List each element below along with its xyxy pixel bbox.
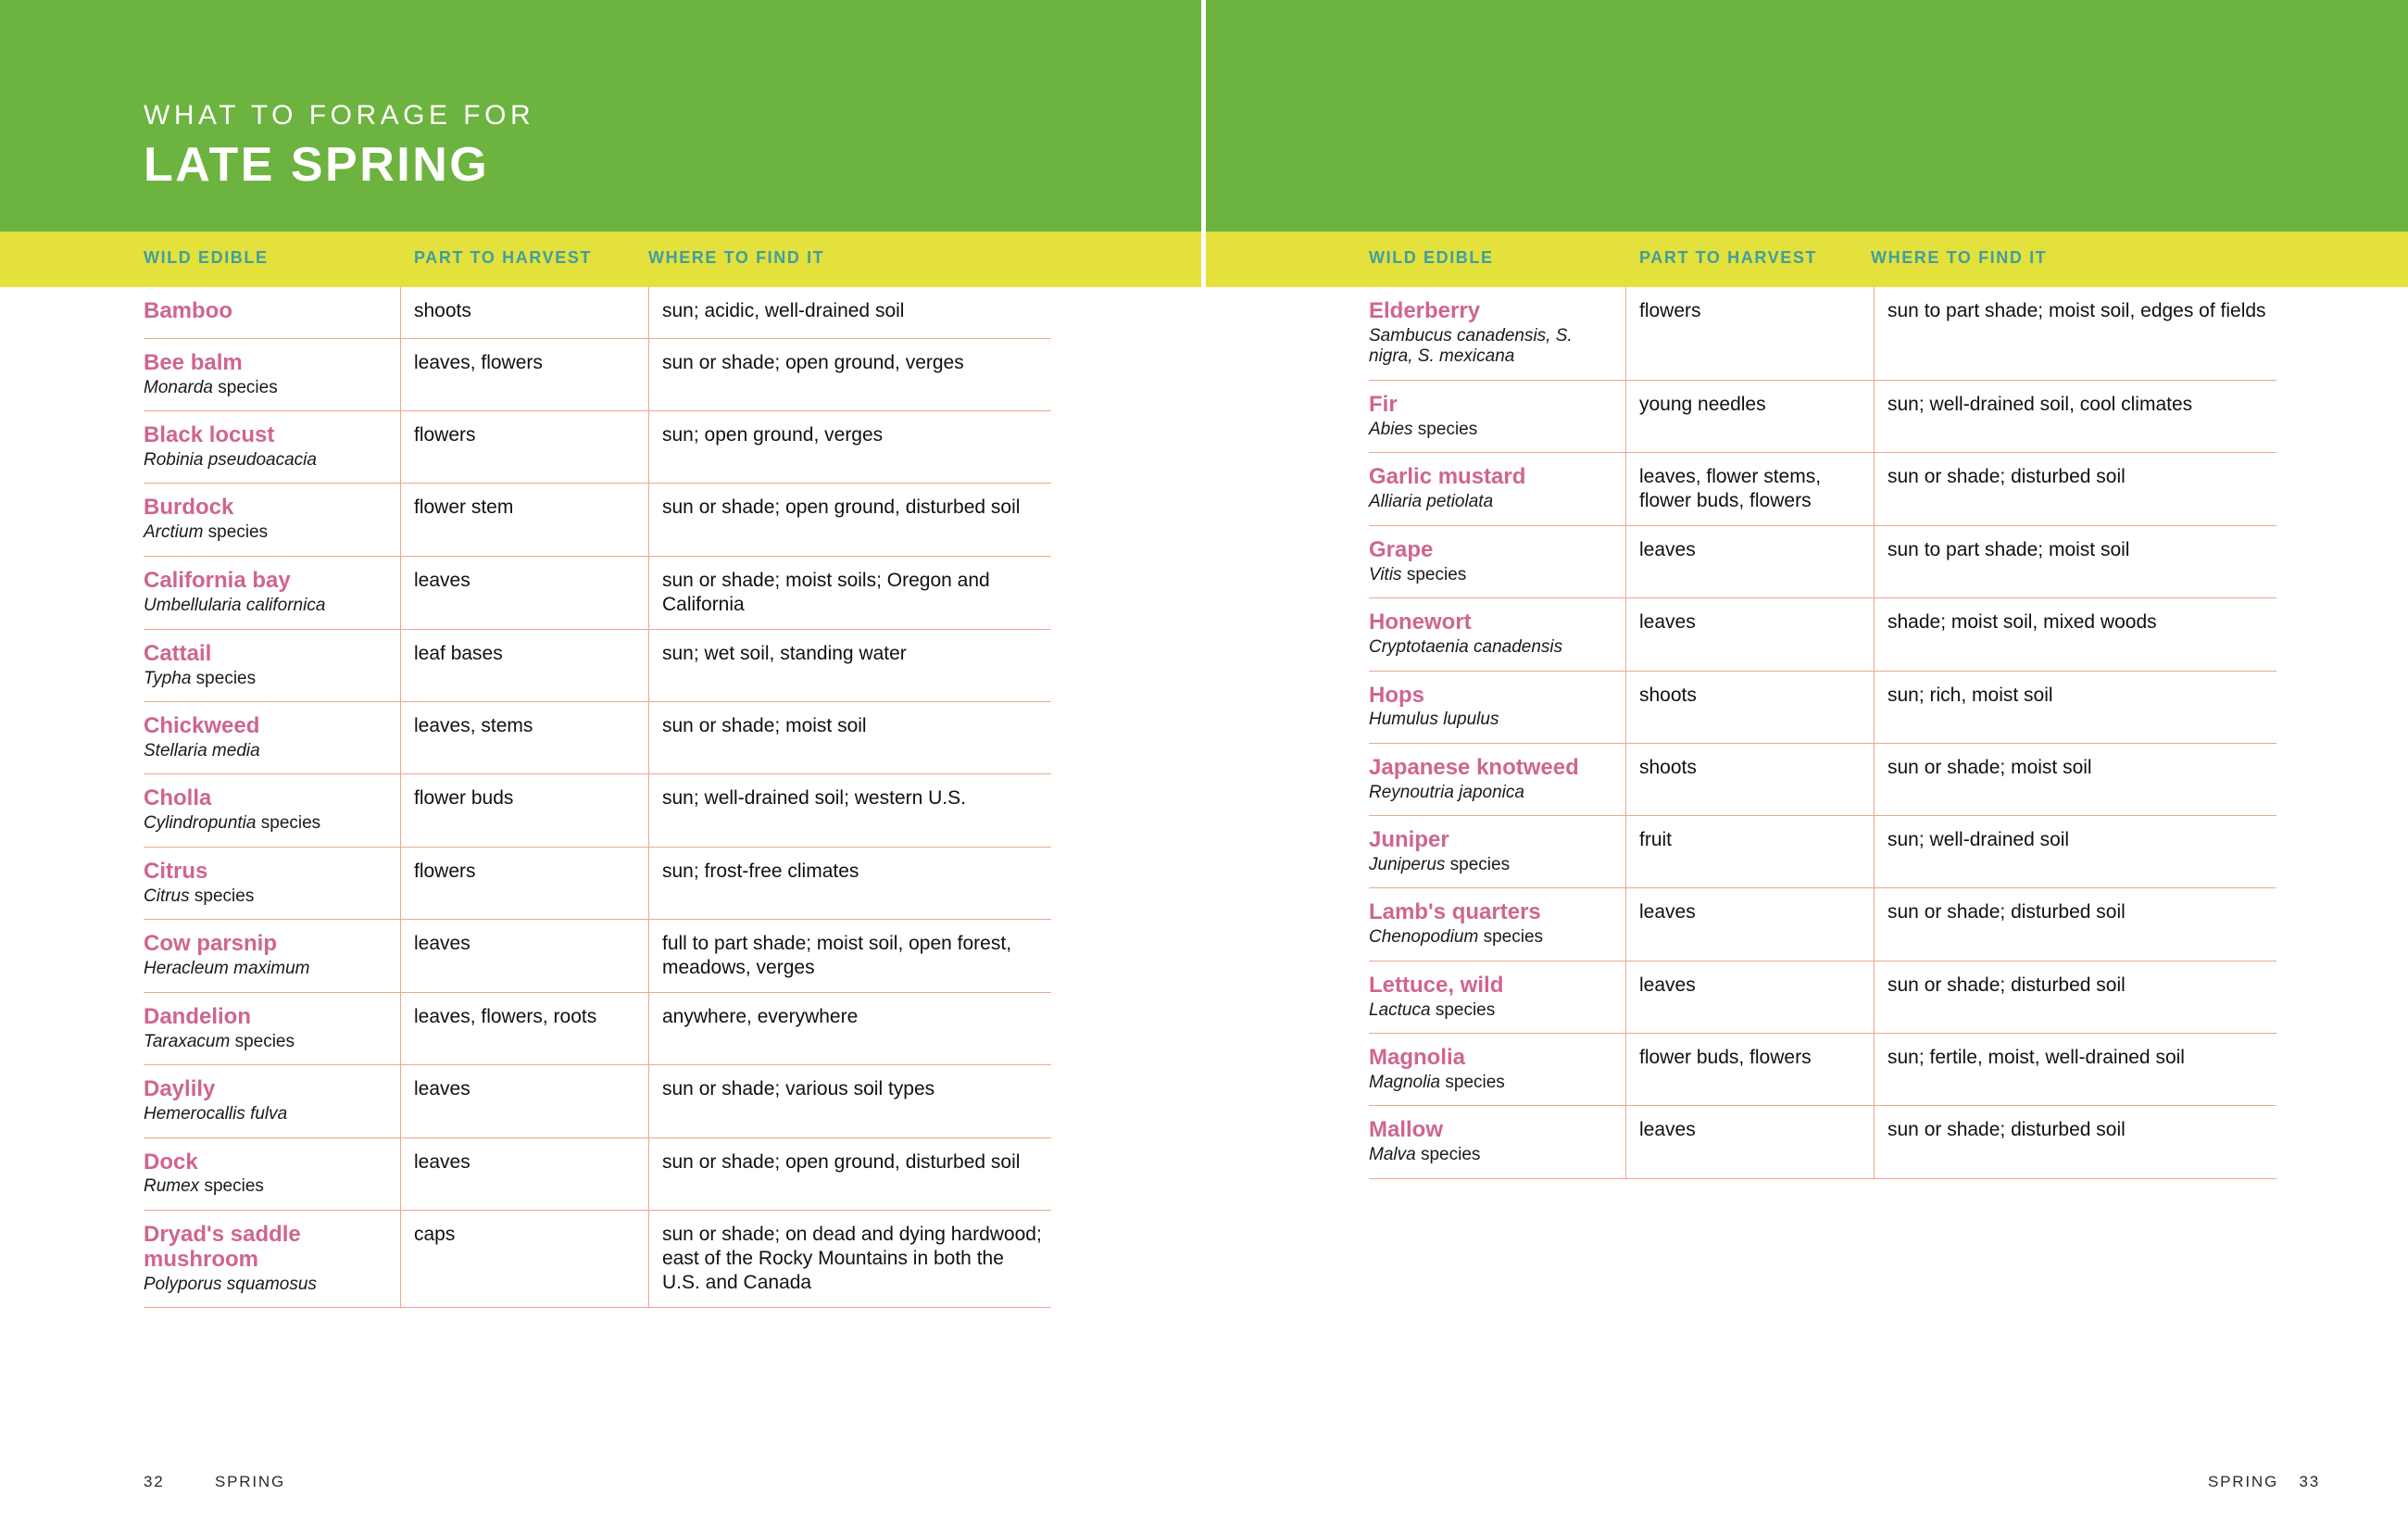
cell-wild-edible <box>1369 961 1626 1033</box>
cell-part-to-harvest: flower buds <box>401 774 649 846</box>
latin-qualifier: species <box>256 813 321 834</box>
plant-common-name: Citrus <box>144 858 208 884</box>
table-row <box>144 1065 1051 1137</box>
cell-wild-edible <box>144 339 401 410</box>
plant-common-name: Magnolia <box>1369 1045 1466 1070</box>
cell-where-to-find-it: sun; fertile, moist, well-drained soil <box>1888 1047 2185 1068</box>
page-number-right: 33 <box>2299 1473 2320 1490</box>
section-label-right: SPRING <box>2208 1473 2278 1490</box>
cell-where-to-find-it: sun to part shade; moist soil, edges of fields <box>1888 300 2266 321</box>
column-header-where-to-find-it-right: WHERE TO FIND IT <box>1871 248 2048 267</box>
cell-part-to-harvest: leaves <box>401 920 649 992</box>
column-header-wild-edible-left: WILD EDIBLE <box>144 248 269 267</box>
cell-where-to-find-it: sun; rich, moist soil <box>1888 684 2053 706</box>
cell-wild-edible <box>144 920 401 992</box>
cell-where-to-find-it: sun or shade; open ground, disturbed soil <box>662 496 1021 519</box>
latin-genus: Juniperus <box>1369 855 1446 875</box>
table-row <box>144 1138 1051 1211</box>
cell-where-to-find-it: sun or shade; various soil types <box>662 1078 935 1100</box>
column-header-part-to-harvest-left: PART TO HARVEST <box>414 248 593 267</box>
plant-latin-name <box>1369 927 1612 948</box>
cell-wild-edible <box>1369 1034 1626 1105</box>
latin-qualifier: species <box>203 522 269 543</box>
cell-where-to-find-it: sun to part shade; moist soil <box>1888 539 2130 561</box>
cell-part-to-harvest: flower buds, flowers <box>1626 1034 1875 1105</box>
latin-genus: Chenopodium <box>1369 927 1479 948</box>
cell-where-to-find-it: sun; well-drained soil <box>1888 829 2070 851</box>
plant-latin-name <box>144 1275 387 1295</box>
latin-genus: Abies <box>1369 419 1413 439</box>
page-number-left: 32 <box>144 1473 165 1490</box>
plant-latin-name <box>1369 637 1612 658</box>
table-row <box>144 993 1051 1065</box>
cell-wild-edible <box>1369 672 1626 743</box>
cell-wild-edible <box>144 1211 401 1307</box>
cell-wild-edible <box>144 774 401 846</box>
latin-genus: Malva <box>1369 1145 1416 1165</box>
latin-qualifier: species <box>189 886 255 906</box>
cell-wild-edible <box>1369 453 1626 525</box>
plant-common-name: Dandelion <box>144 1003 252 1029</box>
plant-latin-name <box>144 522 387 543</box>
plant-common-name: California bay <box>144 567 291 593</box>
table-row <box>1369 1034 2276 1106</box>
plant-latin-name <box>1369 565 1612 585</box>
plant-common-name: Cattail <box>144 640 212 666</box>
cell-wild-edible <box>1369 1106 1626 1177</box>
cell-wild-edible <box>1369 598 1626 670</box>
cell-wild-edible <box>1369 381 1626 452</box>
plant-common-name: Garlic mustard <box>1369 463 1526 489</box>
latin-genus: Arctium <box>144 522 204 543</box>
table-row <box>1369 672 2276 744</box>
cell-wild-edible <box>144 557 401 629</box>
cell-part-to-harvest: leaves, flower stems, flower buds, flowers <box>1626 453 1875 525</box>
cell-part-to-harvest: shoots <box>1626 672 1875 743</box>
column-header-wild-edible-right: WILD EDIBLE <box>1369 248 1494 267</box>
cell-wild-edible <box>144 1065 401 1137</box>
cell-wild-edible <box>144 848 401 919</box>
cell-where-to-find-it: sun or shade; moist soil <box>662 715 867 737</box>
plant-common-name: Dryad's saddle mushroom <box>144 1221 301 1272</box>
column-header-part-to-harvest-right: PART TO HARVEST <box>1639 248 1818 267</box>
plant-common-name: Bee balm <box>144 349 243 375</box>
header-text-block <box>144 100 534 194</box>
cell-part-to-harvest: leaves, flowers <box>401 339 649 410</box>
cell-where-to-find-it: sun; wet soil, standing water <box>662 642 907 664</box>
cell-part-to-harvest: leaves <box>1626 526 1875 597</box>
plant-common-name: Fir <box>1369 391 1398 417</box>
table-row <box>144 848 1051 920</box>
cell-where-to-find-it: shade; moist soil, mixed woods <box>1888 611 2157 634</box>
page-title: LATE SPRING <box>144 138 490 192</box>
cell-part-to-harvest: shoots <box>1626 744 1875 815</box>
cell-part-to-harvest: young needles <box>1626 381 1875 452</box>
table-row <box>144 1211 1051 1308</box>
table-row <box>1369 1106 2276 1178</box>
plant-latin-name <box>1369 492 1612 512</box>
latin-genus: Polyporus squamosus <box>144 1274 317 1294</box>
plant-common-name: Cholla <box>144 785 212 811</box>
table-row <box>144 287 1051 339</box>
cell-wild-edible <box>144 287 401 338</box>
cell-wild-edible <box>1369 287 1626 380</box>
plant-latin-name <box>144 669 387 689</box>
plant-common-name: Chickweed <box>144 713 260 739</box>
latin-genus: Umbellularia californica <box>144 595 326 615</box>
cell-wild-edible <box>144 630 401 701</box>
plant-latin-name <box>144 886 387 907</box>
cell-where-to-find-it: sun; well-drained soil; western U.S. <box>662 787 966 810</box>
cell-where-to-find-it: sun or shade; disturbed soil <box>1888 1119 2126 1141</box>
section-label-left: SPRING <box>215 1473 285 1490</box>
plant-common-name: Grape <box>1369 537 1434 563</box>
cell-wild-edible <box>1369 744 1626 815</box>
plant-common-name: Bamboo <box>144 298 232 323</box>
latin-genus: Alliaria petiolata <box>1369 491 1494 511</box>
latin-genus: Robinia pseudoacacia <box>144 450 317 471</box>
plant-latin-name <box>1369 855 1612 875</box>
cell-where-to-find-it: sun or shade; disturbed soil <box>1888 901 2126 924</box>
latin-qualifier: species <box>1415 1145 1481 1165</box>
latin-genus: Citrus <box>144 886 190 906</box>
plant-latin-name <box>1369 420 1612 440</box>
header-kicker: WHAT TO FORAGE FOR <box>144 100 535 131</box>
plant-latin-name <box>1369 1073 1612 1093</box>
latin-genus: Taraxacum <box>144 1031 231 1051</box>
latin-genus: Magnolia <box>1369 1072 1441 1092</box>
cell-where-to-find-it: sun or shade; moist soils; Oregon and California <box>662 569 990 615</box>
plant-latin-name <box>144 450 387 471</box>
cell-part-to-harvest: leaf bases <box>401 630 649 701</box>
plant-latin-name <box>1369 1000 1612 1021</box>
plant-latin-name <box>144 959 387 979</box>
latin-genus: Typha <box>144 668 192 688</box>
cell-part-to-harvest: leaves <box>1626 1106 1875 1177</box>
table-row <box>144 484 1051 556</box>
plant-common-name: Burdock <box>144 495 234 521</box>
latin-genus: Hemerocallis fulva <box>144 1104 288 1125</box>
latin-qualifier: species <box>1401 564 1467 584</box>
table-row <box>1369 888 2276 961</box>
forage-table-left <box>144 287 1051 1308</box>
cell-where-to-find-it: sun or shade; disturbed soil <box>1888 974 2126 996</box>
latin-qualifier: species <box>230 1031 295 1051</box>
cell-where-to-find-it: sun; well-drained soil, cool climates <box>1888 393 2193 415</box>
plant-common-name: Elderberry <box>1369 298 1481 323</box>
table-row <box>144 920 1051 993</box>
plant-latin-name <box>144 741 387 761</box>
latin-qualifier: species <box>213 377 278 397</box>
cell-wild-edible <box>144 411 401 483</box>
cell-part-to-harvest: flowers <box>401 848 649 919</box>
plant-common-name: Cow parsnip <box>144 930 278 956</box>
cell-where-to-find-it: sun or shade; moist soil <box>1888 756 2092 778</box>
table-row <box>144 557 1051 630</box>
plant-common-name: Lamb's quarters <box>1369 899 1541 925</box>
plant-common-name: Honewort <box>1369 609 1472 635</box>
table-row <box>144 774 1051 847</box>
latin-genus: Monarda <box>144 377 213 397</box>
table-row <box>1369 598 2276 671</box>
cell-where-to-find-it: sun or shade; on dead and dying hardwood; east of the Rocky Mountains in both the U.S. and Canada <box>662 1223 1042 1293</box>
plant-common-name: Black locust <box>144 422 275 448</box>
cell-wild-edible <box>144 993 401 1064</box>
latin-qualifier: species <box>1445 855 1511 875</box>
cell-wild-edible <box>1369 888 1626 960</box>
cell-part-to-harvest: flowers <box>1626 287 1875 380</box>
cell-wild-edible <box>1369 526 1626 597</box>
table-row <box>1369 453 2276 526</box>
plant-common-name: Daylily <box>144 1076 216 1102</box>
cell-part-to-harvest: shoots <box>401 287 649 338</box>
plant-latin-name <box>144 1032 387 1052</box>
plant-common-name: Dock <box>144 1149 198 1175</box>
cell-part-to-harvest: fruit <box>1626 816 1875 887</box>
latin-genus: Reynoutria japonica <box>1369 782 1524 802</box>
cell-where-to-find-it: sun; open ground, verges <box>662 424 884 446</box>
latin-genus: Sambucus canadensis, S. nigra, S. mexicana <box>1369 325 1573 367</box>
latin-genus: Cylindropuntia <box>144 813 257 834</box>
latin-qualifier: species <box>1440 1072 1505 1092</box>
cell-wild-edible <box>144 702 401 773</box>
cell-wild-edible <box>144 1138 401 1210</box>
cell-part-to-harvest: leaves <box>401 557 649 629</box>
cell-part-to-harvest: leaves, flowers, roots <box>401 993 649 1064</box>
cell-part-to-harvest: leaves, stems <box>401 702 649 773</box>
cell-part-to-harvest: leaves <box>1626 598 1875 670</box>
cell-where-to-find-it: full to part shade; moist soil, open forest, meadows, verges <box>662 932 1012 978</box>
plant-common-name: Hops <box>1369 682 1424 708</box>
plant-latin-name <box>144 596 387 616</box>
table-row <box>1369 526 2276 598</box>
table-row <box>144 702 1051 774</box>
latin-genus: Rumex <box>144 1176 200 1197</box>
cell-part-to-harvest: leaves <box>1626 888 1875 960</box>
plant-latin-name <box>144 378 387 398</box>
page-gutter <box>1201 0 1206 232</box>
latin-genus: Humulus lupulus <box>1369 710 1499 730</box>
table-row <box>144 339 1051 411</box>
plant-latin-name <box>1369 710 1612 730</box>
page-gutter-lower <box>1201 232 1206 287</box>
latin-genus: Cryptotaenia canadensis <box>1369 637 1563 658</box>
column-header-where-to-find-it-left: WHERE TO FIND IT <box>648 248 825 267</box>
plant-common-name: Japanese knotweed <box>1369 754 1579 780</box>
plant-common-name: Mallow <box>1369 1117 1444 1143</box>
cell-part-to-harvest: leaves <box>1626 961 1875 1033</box>
cell-wild-edible <box>144 484 401 555</box>
column-header-band <box>0 232 2408 287</box>
plant-common-name: Lettuce, wild <box>1369 972 1504 998</box>
table-row <box>144 411 1051 484</box>
table-row <box>1369 744 2276 816</box>
table-row <box>1369 961 2276 1034</box>
table-row <box>1369 381 2276 453</box>
forage-table-right <box>1369 287 2276 1179</box>
plant-latin-name <box>144 1104 387 1125</box>
cell-where-to-find-it: sun or shade; disturbed soil <box>1888 465 2126 487</box>
cell-where-to-find-it: sun or shade; open ground, disturbed soil <box>662 1150 1021 1173</box>
cell-part-to-harvest: caps <box>401 1211 649 1307</box>
latin-qualifier: species <box>1412 419 1478 439</box>
table-row <box>144 630 1051 702</box>
cell-part-to-harvest: leaves <box>401 1065 649 1137</box>
table-row <box>1369 287 2276 381</box>
latin-genus: Lactuca <box>1369 999 1431 1020</box>
cell-where-to-find-it: anywhere, everywhere <box>662 1005 859 1027</box>
plant-latin-name <box>1369 783 1612 803</box>
plant-latin-name <box>144 813 387 834</box>
table-row <box>1369 816 2276 888</box>
cell-part-to-harvest: flower stem <box>401 484 649 555</box>
header-band <box>0 0 2408 232</box>
plant-common-name: Juniper <box>1369 827 1449 853</box>
latin-qualifier: species <box>191 668 257 688</box>
latin-qualifier: species <box>1478 927 1544 948</box>
plant-latin-name <box>1369 326 1612 368</box>
cell-where-to-find-it: sun; acidic, well-drained soil <box>662 300 905 321</box>
cell-part-to-harvest: flowers <box>401 411 649 483</box>
cell-wild-edible <box>1369 816 1626 887</box>
plant-latin-name <box>1369 1145 1612 1165</box>
latin-qualifier: species <box>1430 999 1496 1020</box>
latin-genus: Vitis <box>1369 564 1402 584</box>
plant-latin-name <box>144 1176 387 1197</box>
latin-genus: Heracleum maximum <box>144 958 310 978</box>
cell-where-to-find-it: sun; frost-free climates <box>662 860 859 882</box>
cell-where-to-find-it: sun or shade; open ground, verges <box>662 351 964 373</box>
latin-qualifier: species <box>199 1176 264 1197</box>
latin-genus: Stellaria media <box>144 740 260 760</box>
cell-part-to-harvest: leaves <box>401 1138 649 1210</box>
